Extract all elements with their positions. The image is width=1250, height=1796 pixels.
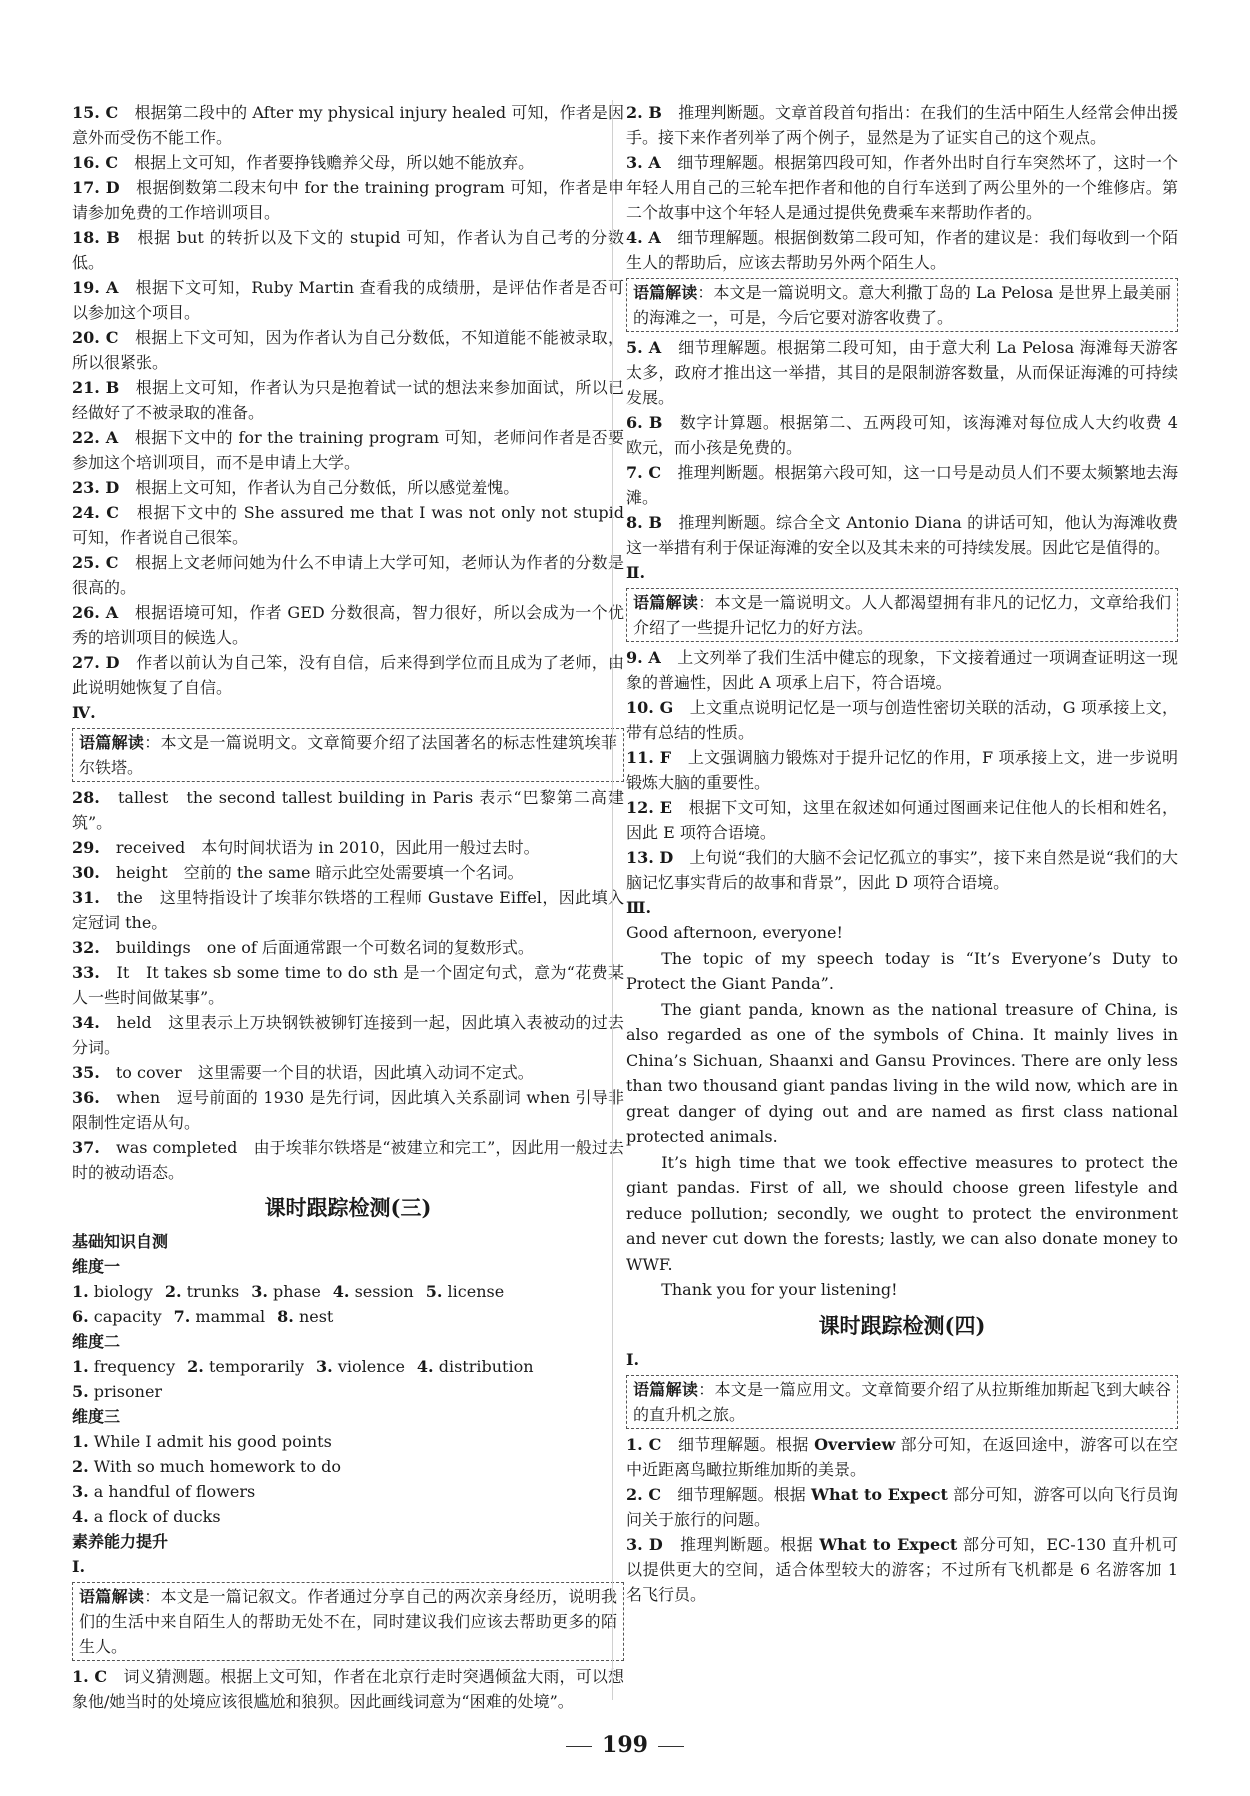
answer-text: 根据上文可知，作者认为自己分数低，所以感觉羞愧。 xyxy=(135,478,520,497)
vocab-word: a handful of flowers xyxy=(93,1482,256,1501)
answer-text: 上文列举了我们生活中健忘的现象，下文接着通过一项调查证明这一现象的普遍性，因此 A 项承上启下，符合语境。 xyxy=(626,648,1178,692)
answer-number: 8. B xyxy=(626,513,663,532)
answer-item xyxy=(626,410,1178,460)
reading-note-text: ：本文是一篇应用文。文章简要介绍了从拉斯维加斯起飞到大峡谷的直升机之旅。 xyxy=(633,1379,1171,1424)
answer-number: 31. xyxy=(72,888,100,907)
dimension-3-answers xyxy=(72,1429,624,1529)
section4-items xyxy=(626,1432,1178,1607)
answer-text: 部分可知，在返回途中，游客可以在空中近距离鸟瞰拉斯维加斯的美景。 xyxy=(626,1434,1178,1479)
answer-text: was completed 由于埃菲尔铁塔是“被建立和完工”，因此用一般过去时的被动语态。 xyxy=(72,1138,624,1182)
answer-text: 数字计算题。根据第二、五两段可知，该海滩对每位成人大约收费 4 欧元，而小孩是免费的。 xyxy=(626,413,1178,457)
vocab-word: mammal xyxy=(195,1307,266,1326)
answer-item xyxy=(626,745,1178,795)
answer-text: 部分可知，游客可以向飞行员询问关于旅行的问题。 xyxy=(626,1484,1179,1529)
answer-keyword: Overview xyxy=(814,1434,896,1454)
answer-text: 部分可知，EC-130 直升机可以提供更大的空间，适合体型较大的游客；不过所有飞机都是 6 名游客加 1 名飞行员。 xyxy=(626,1534,1178,1604)
answer-text: 根据下文可知，Ruby Martin 查看我的成绩册，是评估作者是否可以参加这个项目。 xyxy=(72,278,624,322)
reading-note-label: 语篇解读 xyxy=(633,593,699,612)
answer-number: 37. xyxy=(72,1138,100,1157)
answer-item xyxy=(626,510,1178,560)
vocab-answer xyxy=(72,1307,162,1326)
answer-number: 19. A xyxy=(72,278,119,297)
vocab-line xyxy=(72,1504,624,1529)
vocab-number: 4. xyxy=(72,1507,89,1526)
answer-number: 5. A xyxy=(626,338,662,357)
answer-number: 28. xyxy=(72,788,100,807)
section4-i-heading: Ⅰ. xyxy=(626,1349,640,1369)
answer-item xyxy=(72,275,624,325)
answer-item xyxy=(72,1060,624,1085)
answer-text: 推理判断题。根据 xyxy=(680,1534,820,1554)
speech-paragraph: Thank you for your listening! xyxy=(661,1280,898,1299)
answer-item xyxy=(72,475,624,500)
right-top-items xyxy=(626,100,1178,275)
answer-item xyxy=(72,100,624,150)
answer-number: 34. xyxy=(72,1013,100,1032)
reading-note-text: ：本文是一篇说明文。人人都渴望拥有非凡的记忆力，文章给我们介绍了一些提升记忆力的好方法。 xyxy=(633,593,1171,637)
answer-item xyxy=(72,550,624,600)
answer-text: 上文重点说明记忆是一项与创造性密切关联的活动，G 项承接上文，带有总结的性质。 xyxy=(626,698,1178,742)
answer-number: 1. C xyxy=(626,1434,662,1454)
answer-item xyxy=(72,1010,624,1060)
page-number xyxy=(0,1732,1250,1758)
dimension-3-heading: 维度三 xyxy=(72,1407,121,1426)
answer-text: 推理判断题。综合全文 Antonio Diana 的讲话可知，他认为海滩收费这一举措有利于保证海滩的安全以及其未来的可持续发展。因此它是值得的。 xyxy=(626,513,1178,557)
answer-item xyxy=(72,375,624,425)
answer-number: 16. C xyxy=(72,153,119,172)
answer-number: 10. G xyxy=(626,698,674,717)
vocab-word: While I admit his good points xyxy=(93,1432,332,1451)
answer-text: 根据下文中的 for the training program 可知，老师问作者是否要参加这个培训项目，而不是申请上大学。 xyxy=(72,428,624,472)
answer-text: 细节理解题。根据第二段可知，由于意大利 La Pelosa 海滩每天游客太多，政府才推出这一举措，其目的是限制游客数量，从而保证海滩的可持续发展。 xyxy=(626,338,1178,407)
answer-item xyxy=(626,100,1178,150)
vocab-line xyxy=(72,1479,624,1504)
answer-item xyxy=(72,785,624,835)
answer-text: to cover 这里需要一个目的状语，因此填入动词不定式。 xyxy=(115,1063,534,1082)
dimension-2-heading: 维度二 xyxy=(72,1332,121,1351)
answer-item xyxy=(626,1482,1178,1532)
reading-note-text: ：本文是一篇记叙文。作者通过分享自己的两次亲身经历，说明我们的生活中来自陌生人的帮助无处不在，同时建议我们应该去帮助更多的陌生人。 xyxy=(79,1587,617,1656)
reading-note-text: ：本文是一篇说明文。意大利撒丁岛的 La Pelosa 是世界上最美丽的海滩之一，可是，今后它要对游客收费了。 xyxy=(633,283,1171,327)
answer-item xyxy=(72,175,624,225)
vocab-line xyxy=(72,1379,624,1404)
vocab-line xyxy=(72,1429,624,1454)
vocab-answer xyxy=(72,1507,221,1526)
answer-text: 根据语境可知，作者 GED 分数很高，智力很好，所以会成为一个优秀的培训项目的候选人。 xyxy=(72,603,624,647)
dimension-2-answers xyxy=(72,1354,624,1404)
vocab-word: distribution xyxy=(438,1357,534,1376)
speech-paragraph: The topic of my speech today is “It’s Everyone’s Duty to Protect the Giant Panda”. xyxy=(626,948,1178,993)
vocab-number: 3. xyxy=(72,1482,89,1501)
answer-item xyxy=(72,325,624,375)
answer-number: 15. C xyxy=(72,103,119,122)
answer-item xyxy=(626,1432,1178,1482)
answer-text: 根据上文可知，作者认为只是抱着试一试的想法来参加面试，所以已经做好了不被录取的准备。 xyxy=(72,378,624,422)
answer-text: 根据下文可知，这里在叙述如何通过图画来记住他人的长相和姓名，因此 E 项符合语境。 xyxy=(626,798,1178,842)
answer-text: 根据上文老师问她为什么不申请上大学可知，老师认为作者的分数是很高的。 xyxy=(72,553,624,597)
answer-number: 22. A xyxy=(72,428,119,447)
answer-number: 2. B xyxy=(626,103,662,122)
vocab-line xyxy=(72,1279,624,1304)
vocab-answer xyxy=(72,1357,175,1376)
right-section-ii-items xyxy=(626,645,1178,895)
reading-note-label: 语篇解读 xyxy=(633,1379,699,1399)
section-iii-heading: Ⅲ. xyxy=(626,898,652,917)
answer-item xyxy=(626,335,1178,410)
vocab-number: 3. xyxy=(316,1357,333,1376)
answer-text: 根据上文可知，作者要挣钱赡养父母，所以她不能放弃。 xyxy=(134,153,535,172)
answer-item xyxy=(72,1085,624,1135)
answer-item xyxy=(626,1532,1178,1607)
answer-number: 36. xyxy=(72,1088,100,1107)
vocab-answer xyxy=(165,1282,239,1301)
reading-note-text: ：本文是一篇说明文。文章简要介绍了法国著名的标志性建筑埃菲尔铁塔。 xyxy=(79,733,617,777)
answer-number: 3. A xyxy=(626,153,661,172)
vocab-number: 3. xyxy=(251,1282,268,1301)
vocab-answer xyxy=(251,1282,321,1301)
answer-text: 词义猜测题。根据上文可知，作者在北京行走时突遇倾盆大雨，可以想象他/她当时的处境应该很尴尬和狼狈。因此画线词意为“困难的处境”。 xyxy=(72,1667,624,1711)
answer-number: 21. B xyxy=(72,378,120,397)
vocab-answer xyxy=(277,1307,333,1326)
answer-item xyxy=(72,835,624,860)
dimension-1-answers xyxy=(72,1279,624,1329)
vocab-word: violence xyxy=(337,1357,405,1376)
vocab-word: prisoner xyxy=(93,1382,163,1401)
answer-text: 细节理解题。根据 xyxy=(677,1484,811,1504)
vocab-answer xyxy=(72,1282,153,1301)
vocab-answer xyxy=(187,1357,304,1376)
answer-text: held 这里表示上万块钢铁被铆钉连接到一起，因此填入表被动的过去分词。 xyxy=(72,1013,624,1057)
answer-item xyxy=(72,225,624,275)
reading-note-box xyxy=(72,728,624,782)
vocab-word: capacity xyxy=(93,1307,162,1326)
answer-number: 9. A xyxy=(626,648,661,667)
vocab-number: 1. xyxy=(72,1357,89,1376)
vocab-line xyxy=(72,1354,624,1379)
answer-number: 4. A xyxy=(626,228,661,247)
answer-item xyxy=(72,1664,624,1714)
vocab-word: nest xyxy=(298,1307,334,1326)
answer-number: 23. D xyxy=(72,478,120,497)
section-title-4: 课时跟踪检测(四) xyxy=(818,1312,986,1338)
vocab-answer xyxy=(72,1382,162,1401)
speech-greeting: Good afternoon, everyone! xyxy=(626,923,843,942)
ability-heading: 素养能力提升 xyxy=(72,1532,169,1551)
answer-text: 上句说“我们的大脑不会记忆孤立的事实”，接下来自然是说“我们的大脑记忆事实背后的故事和背景”，因此 D 项符合语境。 xyxy=(626,848,1178,892)
answer-text: tallest the second tallest building in Paris 表示“巴黎第二高建筑”。 xyxy=(72,788,624,832)
vocab-answer xyxy=(333,1282,414,1301)
reading-note-box xyxy=(626,588,1178,642)
vocab-answer xyxy=(316,1357,405,1376)
answer-number: 26. A xyxy=(72,603,119,622)
vocab-word: license xyxy=(447,1282,505,1301)
vocab-number: 2. xyxy=(187,1357,204,1376)
vocab-word: trunks xyxy=(186,1282,240,1301)
answer-item xyxy=(72,650,624,700)
answer-number: 35. xyxy=(72,1063,100,1082)
reading-note-box xyxy=(626,278,1178,332)
answer-item xyxy=(72,935,624,960)
answer-number: 24. C xyxy=(72,503,119,522)
answer-number: 12. E xyxy=(626,798,672,817)
page-number-text: 199 xyxy=(602,1732,648,1758)
answer-number: 6. B xyxy=(626,413,663,432)
vocab-answer xyxy=(72,1432,332,1451)
reading-note-label: 语篇解读 xyxy=(79,733,145,752)
vocab-line xyxy=(72,1454,624,1479)
answer-item xyxy=(72,500,624,550)
answer-number: 32. xyxy=(72,938,100,957)
answer-item xyxy=(626,645,1178,695)
answer-text: 根据第二段中的 After my physical injury healed 可知，作者是因意外而受伤不能工作。 xyxy=(72,103,624,147)
reading-note-label: 语篇解读 xyxy=(79,1587,145,1606)
answer-text: 细节理解题。根据 xyxy=(678,1434,815,1454)
answer-number: 3. D xyxy=(626,1534,663,1554)
answer-item xyxy=(72,425,624,475)
vocab-number: 5. xyxy=(425,1282,443,1301)
answer-text: It It takes sb some time to do sth 是一个固定句式，意为“花费某人一些时间做某事”。 xyxy=(72,963,624,1007)
vocab-word: temporarily xyxy=(208,1357,305,1376)
answer-number: 20. C xyxy=(72,328,119,347)
dash-right xyxy=(658,1746,684,1747)
vocab-number: 5. xyxy=(72,1382,89,1401)
answer-item xyxy=(626,225,1178,275)
answer-item xyxy=(626,795,1178,845)
vocab-word: phase xyxy=(273,1282,321,1301)
answer-number: 29. xyxy=(72,838,100,857)
answer-text: buildings one of 后面通常跟一个可数名词的复数形式。 xyxy=(115,938,534,957)
right-column xyxy=(626,100,1178,1607)
answer-number: 18. B xyxy=(72,228,120,247)
vocab-number: 1. xyxy=(72,1432,89,1451)
answer-keyword: What to Expect xyxy=(810,1484,948,1504)
right-mid-items xyxy=(626,335,1178,560)
answer-number: 1. C xyxy=(72,1667,108,1686)
left-column xyxy=(72,100,624,1714)
answer-item xyxy=(72,600,624,650)
vocab-word: biology xyxy=(93,1282,153,1301)
answer-text: the 这里特指设计了埃菲尔铁塔的工程师 Gustave Eiffel，因此填入定冠词 the。 xyxy=(72,888,624,932)
answer-number: 7. C xyxy=(626,463,662,482)
vocab-number: 4. xyxy=(416,1357,434,1376)
answer-item xyxy=(72,885,624,935)
vocab-line xyxy=(72,1304,624,1329)
vocab-answer xyxy=(72,1457,341,1476)
answer-text: when 逗号前面的 1930 是先行词，因此填入关系副词 when 引导非限制性定语从句。 xyxy=(72,1088,624,1132)
answer-text: 根据倒数第二段末句中 for the training program 可知，作者是申请参加免费的工作培训项目。 xyxy=(72,178,624,222)
answer-text: received 本句时间状语为 in 2010，因此用一般过去时。 xyxy=(115,838,540,857)
answer-item xyxy=(626,150,1178,225)
answer-text: 推理判断题。文章首段首句指出：在我们的生活中陌生人经常会伸出援手。接下来作者列举了两个例子，显然是为了证实自己的这个观点。 xyxy=(626,103,1178,147)
answer-number: 17. D xyxy=(72,178,120,197)
answer-text: height 空前的 the same 暗示此空处需要填一个名词。 xyxy=(115,863,524,882)
vocab-number: 1. xyxy=(72,1282,89,1301)
answer-item xyxy=(72,960,624,1010)
section3-i-heading: Ⅰ. xyxy=(72,1557,86,1576)
answer-text: 根据下文中的 She assured me that I was not only not stupid 可知，作者说自己很笨。 xyxy=(72,503,624,547)
answer-item xyxy=(72,1135,624,1185)
column-divider xyxy=(612,100,613,1700)
speech-paragraph: The giant panda, known as the national treasure of China, is also regarded as one of the symbols of China. It mainly lives in China’s Sichuan, Shaanxi and Gansu Provinces. There are only less than two thousand giant pandas living in the wild now, which are in great danger of dying out and are named as first class national protected animals. xyxy=(626,999,1178,1146)
answer-number: 2. C xyxy=(626,1484,662,1504)
dimension-1-heading: 维度一 xyxy=(72,1257,121,1276)
answer-text: 作者以前认为自己笨，没有自信，后来得到学位而且成为了老师，由此说明她恢复了自信。 xyxy=(72,653,624,697)
left-top-items xyxy=(72,100,624,700)
vocab-word: session xyxy=(354,1282,414,1301)
answer-item xyxy=(626,845,1178,895)
answer-number: 25. C xyxy=(72,553,119,572)
answer-text: 细节理解题。根据第四段可知，作者外出时自行车突然坏了，这时一个年轻人用自己的三轮车把作者和他的自行车送到了两公里外的一个维修店。第二个故事中这个年轻人是通过提供免费乘车来帮助作者的。 xyxy=(626,153,1178,222)
vocab-word: With so much homework to do xyxy=(93,1457,342,1476)
vocab-number: 6. xyxy=(72,1307,89,1326)
answer-item xyxy=(626,460,1178,510)
answer-number: 13. D xyxy=(626,848,674,867)
vocab-number: 4. xyxy=(332,1282,350,1301)
vocab-number: 8. xyxy=(277,1307,294,1326)
answer-item xyxy=(72,860,624,885)
answer-text: 根据上下文可知，因为作者认为自己分数低，不知道能不能被录取，所以很紧张。 xyxy=(72,328,624,372)
reading-note-box xyxy=(72,1582,624,1661)
vocab-number: 2. xyxy=(164,1282,182,1301)
vocab-word: a flock of ducks xyxy=(93,1507,221,1526)
vocab-number: 2. xyxy=(72,1457,89,1476)
answer-item xyxy=(626,695,1178,745)
answer-text: 细节理解题。根据倒数第二段可知，作者的建议是：我们每收到一个陌生人的帮助后，应该去帮助另外两个陌生人。 xyxy=(626,228,1178,272)
answer-number: 27. D xyxy=(72,653,120,672)
vocab-answer xyxy=(426,1282,504,1301)
answer-number: 11. F xyxy=(626,748,672,767)
reading-note-label: 语篇解读 xyxy=(633,283,698,302)
vocab-answer xyxy=(417,1357,534,1376)
answer-keyword: What to Expect xyxy=(819,1534,958,1554)
answer-number: 30. xyxy=(72,863,100,882)
answer-text: 上文强调脑力锻炼对于提升记忆的作用，F 项承接上文，进一步说明锻炼大脑的重要性。 xyxy=(626,748,1178,792)
dash-left xyxy=(566,1746,592,1747)
speech-paragraph: It’s high time that we took effective measures to protect the giant pandas. First of all, we should choose green lifestyle and reduce pollution; secondly, we ought to protect the environment and never cut down the forests; lastly, we can also donate money to WWF. xyxy=(626,1152,1178,1274)
reading-note-box xyxy=(626,1375,1178,1429)
section-title-3: 课时跟踪检测(三) xyxy=(264,1195,432,1220)
answer-text: 根据 but 的转折以及下文的 stupid 可知，作者认为自己考的分数低。 xyxy=(72,228,624,272)
answer-item xyxy=(72,150,624,175)
basic-knowledge-heading: 基础知识自测 xyxy=(72,1232,169,1251)
vocab-answer xyxy=(72,1482,255,1501)
left-section-iv-items xyxy=(72,785,624,1185)
vocab-word: frequency xyxy=(93,1357,176,1376)
vocab-number: 7. xyxy=(173,1307,191,1326)
answer-number: 33. xyxy=(72,963,100,982)
section-ii-heading: Ⅱ. xyxy=(626,563,646,582)
section-iv-heading: Ⅳ. xyxy=(72,703,96,722)
vocab-answer xyxy=(174,1307,266,1326)
answer-text: 推理判断题。根据第六段可知，这一口号是动员人们不要太频繁地去海滩。 xyxy=(626,463,1178,507)
speech-body xyxy=(626,946,1178,1303)
